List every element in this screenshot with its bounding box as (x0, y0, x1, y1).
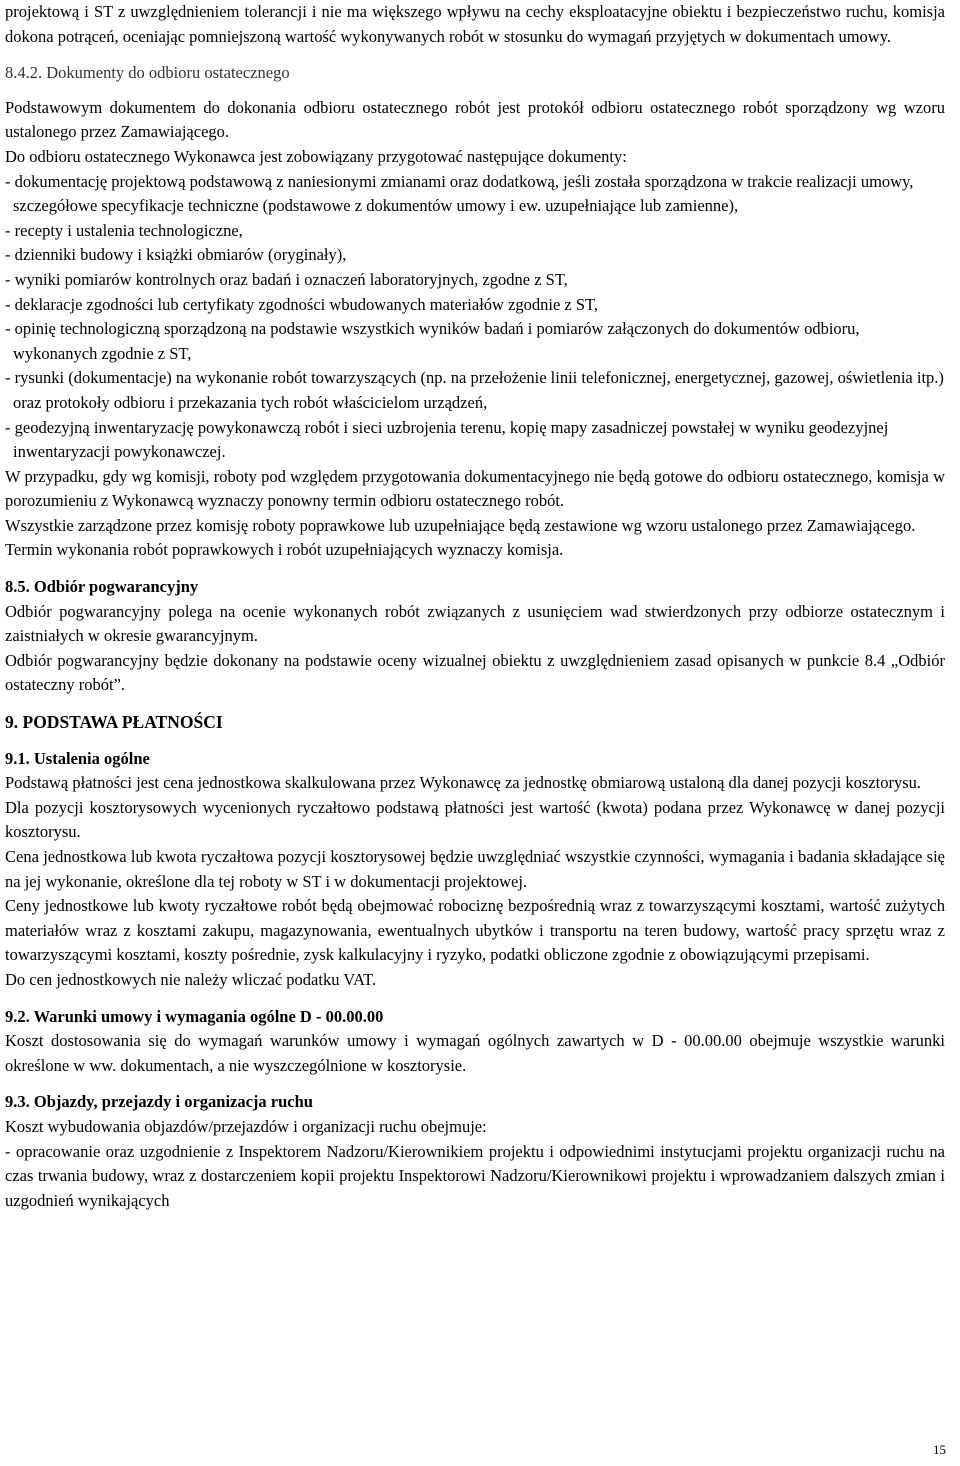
paragraph-8-4-2-1: Podstawowym dokumentem do dokonania odbioru ostatecznego robót jest protokół odbioru ostatecznego robót sporządzony wg wzoru ustalonego przez Zamawiającego. (5, 97, 945, 142)
paragraph-9-1-3: Cena jednostkowa lub kwota ryczałtowa pozycji kosztorysowej będzie uwzględniać wszystkie czynności, wymagania i badania składające się na jej wykonanie, określone dla tej roboty w ST i w dokumentacji projektowej. (5, 847, 945, 891)
list-item: - recepty i ustalenia technologiczne, (5, 220, 243, 240)
paragraph-8-4-2-5: Termin wykonania robót poprawkowych i robót uzupełniających wyznaczy komisja. (5, 540, 564, 560)
page-number: 15 (933, 1442, 946, 1457)
list-item: - geodezyjną inwentaryzację powykonawczą robót i sieci uzbrojenia terenu, kopię mapy zasadniczej powstałej w wyniku geodezyjnej inwentaryzacji powykonawczej. (5, 417, 889, 462)
paragraph-9-2-1: Koszt dostosowania się do wymagań warunków umowy i wymagań ogólnych zawartych w D - 00.00.00 obejmuje wszystkie warunki określone w ww. dokumentach, a nie wyszczególnione w kosztorysie. (5, 1031, 945, 1075)
paragraph-9-1-1: Podstawą płatności jest cena jednostkowa skalkulowana przez Wykonawcę za jednostkę obmiarową ustaloną dla danej pozycji kosztorysu. (5, 773, 922, 793)
paragraph-8-5-2: Odbiór pogwarancyjny będzie dokonany na podstawie oceny wizualnej obiektu z uwzględnieniem zasad opisanych w punkcie 8.4 „Odbiór ostateczny robót”. (5, 650, 945, 695)
paragraph-8-4-2-3: W przypadku, gdy wg komisji, roboty pod względem przygotowania dokumentacyjnego nie będą gotowe do odbioru ostatecznego, komisja w porozumieniu z Wykonawcą wyznaczy ponowny termin odbioru ostatecznego robót. (5, 466, 945, 511)
heading-9-2: 9.2. Warunki umowy i wymagania ogólne D - 00.00.00 (5, 1006, 384, 1026)
list-item: - opinię technologiczną sporządzoną na podstawie wszystkich wyników badań i pomiarów załączonych do dokumentów odbioru, wykonanych zgodnie z ST, (5, 319, 860, 363)
list-item: - dzienniki budowy i książki obmiarów (oryginały), (5, 245, 347, 265)
paragraph-9-1-5: Do cen jednostkowych nie należy wliczać podatku VAT. (5, 969, 377, 989)
paragraph-9-1-2: Dla pozycji kosztorysowych wycenionych ryczałtowo podstawą płatności jest wartość (kwota) podana przez Wykonawcę w danej pozycji kosztorysu. (5, 797, 945, 842)
list-item: - wyniki pomiarów kontrolnych oraz badań i oznaczeń laboratoryjnych, zgodne z ST, (5, 269, 568, 289)
list-item: - rysunki (dokumentacje) na wykonanie robót towarzyszących (np. na przełożenie linii telefonicznej, energetycznej, gazowej, oświetlenia itp.) oraz protokoły odbioru i przekazania tych robót właścicielom urządzeń, (5, 368, 944, 412)
paragraph-9-3-2: - opracowanie oraz uzgodnienie z Inspektorem Nadzoru/Kierownikiem projektu i odpowiednimi instytucjami projektu organizacji ruchu na czas trwania budowy, wraz z dostarczeniem kopii projektu Inspektorowi Nadzoru/Kierownikowi projektu i wprowadzaniem dalszych zmian i uzgodnień wynikających (5, 1141, 945, 1210)
heading-9: 9. PODSTAWA PŁATNOŚCI (5, 712, 223, 733)
paragraph-9-1-4: Ceny jednostkowe lub kwoty ryczałtowe robót będą obejmować robociznę bezpośrednią wraz z towarzyszącymi kosztami, wartość zużytych materiałów wraz z kosztami zakupu, magazynowania, ewentualnych ubytków i transportu na teren budowy, wartość pracy sprzętu wraz z towarzyszącymi kosztami, koszty pośrednie, zysk kalkulacyjny i ryzyko, podatki obliczone zgodnie z obowiązującymi przepisami. (5, 896, 945, 965)
paragraph-8-4-2-4: Wszystkie zarządzone przez komisję roboty poprawkowe lub uzupełniające będą zestawione wg wzoru ustalonego przez Zamawiającego. (5, 515, 916, 535)
paragraph-9-3-1: Koszt wybudowania objazdów/przejazdów i organizacji ruchu obejmuje: (5, 1116, 487, 1136)
documents-list (5, 170, 945, 465)
list-item: - dokumentację projektową podstawową z naniesionymi zmianami oraz dodatkową, jeśli została sporządzona w trakcie realizacji umowy, szczegółowe specyfikacje techniczne (podstawowe z dokumentów umowy i ew. uzupełniające lub zamienne), (5, 171, 914, 216)
intro-paragraph: projektową i ST z uwzględnieniem tolerancji i nie ma większego wpływu na cechy eksploatacyjne obiektu i bezpieczeństwo ruchu, komisja dokona potrąceń, oceniając pomniejszoną wartość wykonywanych robót w stosunku do wymagań przyjętych w dokumentach umowy. (5, 2, 945, 46)
document-page (5, 0, 945, 1213)
heading-9-1: 9.1. Ustalenia ogólne (5, 748, 150, 768)
list-item: - deklaracje zgodności lub certyfikaty zgodności wbudowanych materiałów zgodnie z ST, (5, 294, 599, 314)
heading-8-5: 8.5. Odbiór pogwarancyjny (5, 577, 199, 597)
paragraph-8-4-2-2: Do odbioru ostatecznego Wykonawca jest zobowiązany przygotować następujące dokumenty: (5, 146, 627, 166)
heading-9-3: 9.3. Objazdy, przejazdy i organizacja ruchu (5, 1092, 313, 1112)
heading-8-4-2: 8.4.2. Dokumenty do odbioru ostatecznego (5, 63, 290, 83)
paragraph-8-5-1: Odbiór pogwarancyjny polega na ocenie wykonanych robót związanych z usunięciem wad stwierdzonych przy odbiorze ostatecznym i zaistniałych w okresie gwarancyjnym. (5, 601, 945, 646)
